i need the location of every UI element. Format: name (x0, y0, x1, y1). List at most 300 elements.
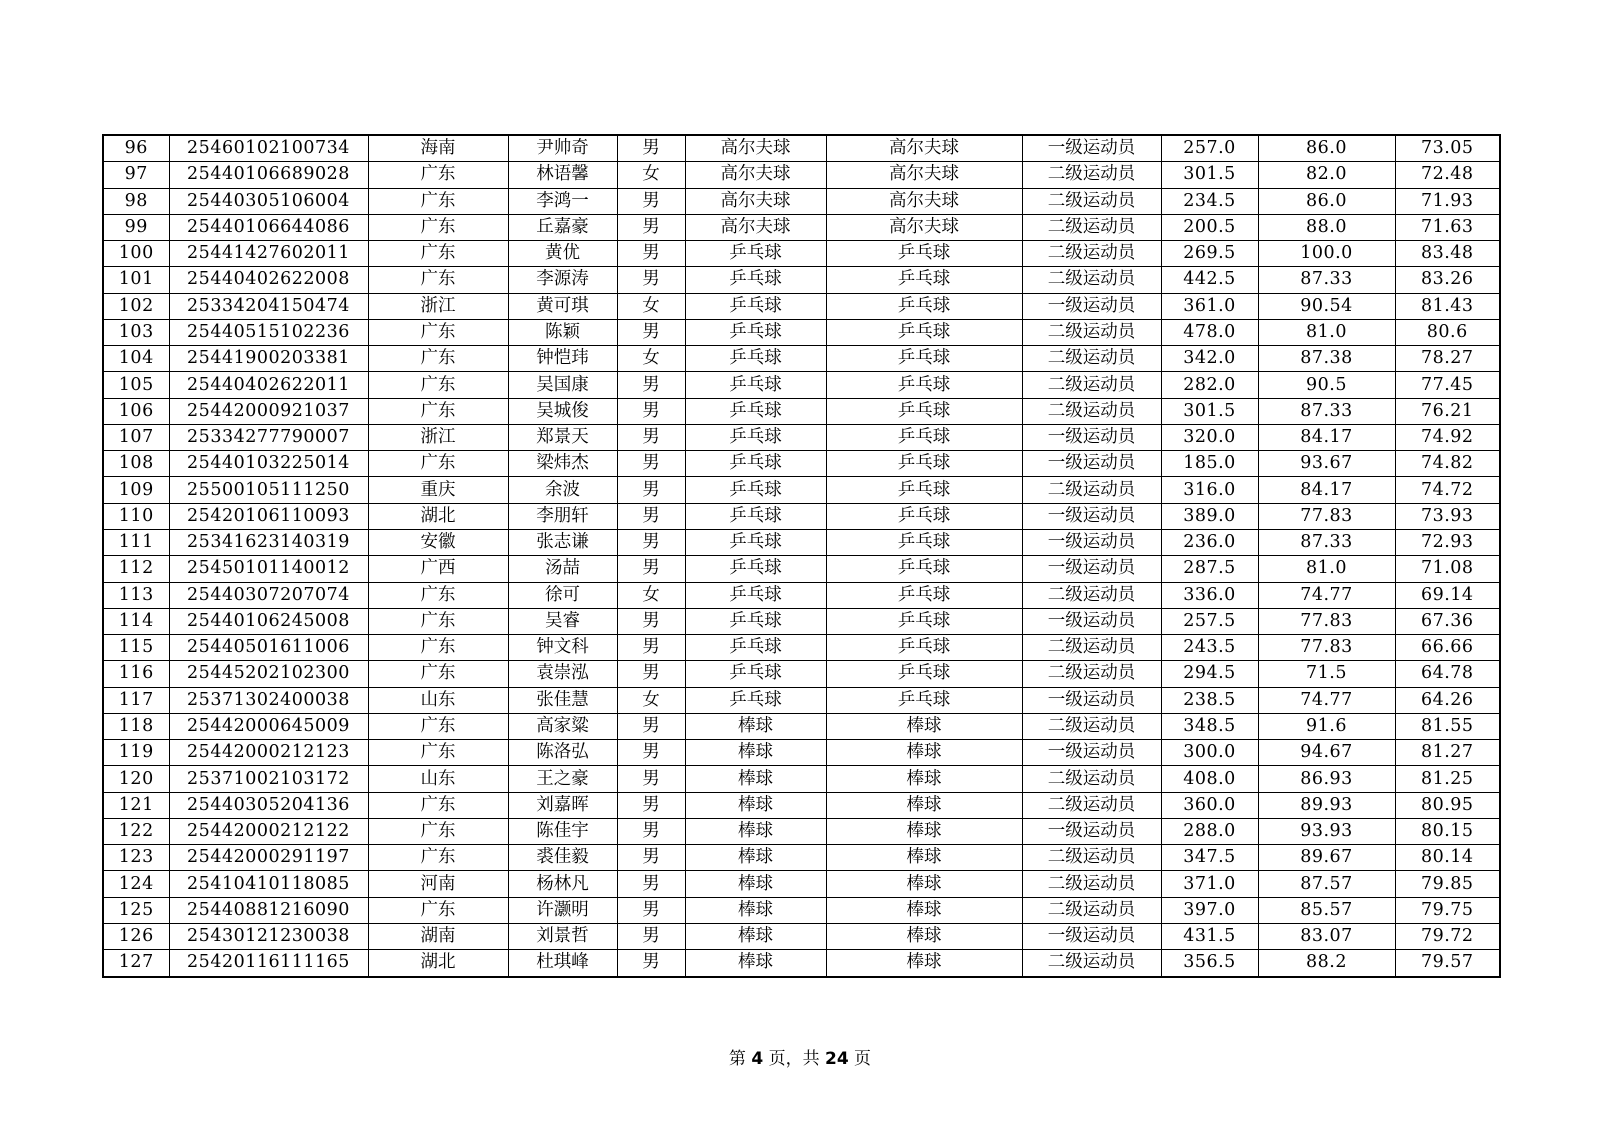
cell-sport: 棒球 (685, 818, 826, 844)
cell-event: 乒乓球 (826, 635, 1022, 661)
cell-gender: 男 (617, 451, 685, 477)
cell-name: 刘嘉晖 (508, 792, 617, 818)
cell-score-b: 100.0 (1258, 241, 1395, 267)
page-label-suffix: 页 (848, 1049, 872, 1069)
cell-event: 棒球 (826, 818, 1022, 844)
cell-exam-id: 25420116111165 (169, 950, 368, 977)
cell-total-score: 79.72 (1395, 923, 1500, 949)
cell-row-index: 104 (103, 346, 169, 372)
cell-gender: 男 (617, 792, 685, 818)
cell-score-a: 361.0 (1161, 293, 1258, 319)
cell-event: 高尔夫球 (826, 162, 1022, 188)
cell-score-a: 287.5 (1161, 556, 1258, 582)
cell-province: 广东 (368, 267, 508, 293)
cell-total-score: 69.14 (1395, 582, 1500, 608)
cell-score-a: 282.0 (1161, 372, 1258, 398)
page-label-prefix: 第 (728, 1049, 752, 1069)
cell-score-b: 93.67 (1258, 451, 1395, 477)
cell-name: 袁崇泓 (508, 661, 617, 687)
cell-score-b: 71.5 (1258, 661, 1395, 687)
cell-gender: 男 (617, 398, 685, 424)
cell-sport: 乒乓球 (685, 503, 826, 529)
cell-name: 黄优 (508, 241, 617, 267)
cell-event: 棒球 (826, 792, 1022, 818)
cell-gender: 男 (617, 740, 685, 766)
cell-name: 尹帅奇 (508, 135, 617, 162)
cell-athlete-level: 一级运动员 (1022, 818, 1161, 844)
cell-exam-id: 25440515102236 (169, 319, 368, 345)
cell-province: 广东 (368, 319, 508, 345)
cell-gender: 男 (617, 241, 685, 267)
table-row (103, 792, 1500, 818)
cell-score-a: 269.5 (1161, 241, 1258, 267)
cell-score-a: 320.0 (1161, 424, 1258, 450)
cell-score-b: 83.07 (1258, 923, 1395, 949)
cell-province: 山东 (368, 687, 508, 713)
cell-sport: 乒乓球 (685, 661, 826, 687)
cell-score-a: 300.0 (1161, 740, 1258, 766)
cell-athlete-level: 二级运动员 (1022, 346, 1161, 372)
cell-province: 山东 (368, 766, 508, 792)
table-row (103, 529, 1500, 555)
cell-name: 许灏明 (508, 897, 617, 923)
cell-row-index: 126 (103, 923, 169, 949)
cell-score-b: 77.83 (1258, 635, 1395, 661)
cell-row-index: 106 (103, 398, 169, 424)
cell-sport: 乒乓球 (685, 635, 826, 661)
cell-exam-id: 25442000921037 (169, 398, 368, 424)
cell-name: 徐可 (508, 582, 617, 608)
cell-row-index: 97 (103, 162, 169, 188)
cell-sport: 棒球 (685, 950, 826, 977)
cell-name: 陈洛弘 (508, 740, 617, 766)
cell-row-index: 122 (103, 818, 169, 844)
cell-province: 广东 (368, 897, 508, 923)
cell-gender: 女 (617, 687, 685, 713)
cell-score-a: 347.5 (1161, 845, 1258, 871)
cell-event: 棒球 (826, 766, 1022, 792)
cell-score-b: 81.0 (1258, 556, 1395, 582)
cell-row-index: 123 (103, 845, 169, 871)
cell-score-b: 86.0 (1258, 188, 1395, 214)
cell-event: 棒球 (826, 713, 1022, 739)
cell-score-b: 86.93 (1258, 766, 1395, 792)
cell-score-b: 87.33 (1258, 398, 1395, 424)
cell-score-a: 238.5 (1161, 687, 1258, 713)
cell-total-score: 73.05 (1395, 135, 1500, 162)
cell-total-score: 74.82 (1395, 451, 1500, 477)
cell-total-score: 81.25 (1395, 766, 1500, 792)
cell-event: 乒乓球 (826, 319, 1022, 345)
cell-score-b: 87.57 (1258, 871, 1395, 897)
cell-gender: 男 (617, 635, 685, 661)
cell-gender: 男 (617, 608, 685, 634)
table-row (103, 845, 1500, 871)
cell-exam-id: 25440402622008 (169, 267, 368, 293)
table-body (103, 135, 1500, 977)
cell-score-b: 74.77 (1258, 687, 1395, 713)
cell-province: 广东 (368, 582, 508, 608)
cell-province: 广东 (368, 818, 508, 844)
cell-sport: 乒乓球 (685, 529, 826, 555)
cell-event: 乒乓球 (826, 267, 1022, 293)
cell-score-a: 342.0 (1161, 346, 1258, 372)
table-row (103, 582, 1500, 608)
cell-athlete-level: 一级运动员 (1022, 687, 1161, 713)
table-row (103, 687, 1500, 713)
cell-total-score: 71.08 (1395, 556, 1500, 582)
cell-sport: 乒乓球 (685, 582, 826, 608)
cell-score-a: 236.0 (1161, 529, 1258, 555)
cell-event: 乒乓球 (826, 556, 1022, 582)
cell-athlete-level: 二级运动员 (1022, 398, 1161, 424)
cell-row-index: 113 (103, 582, 169, 608)
cell-sport: 乒乓球 (685, 556, 826, 582)
cell-province: 浙江 (368, 424, 508, 450)
cell-row-index: 102 (103, 293, 169, 319)
cell-exam-id: 25410410118085 (169, 871, 368, 897)
cell-exam-id: 25500105111250 (169, 477, 368, 503)
cell-gender: 女 (617, 346, 685, 372)
cell-sport: 棒球 (685, 740, 826, 766)
cell-sport: 乒乓球 (685, 372, 826, 398)
cell-gender: 男 (617, 818, 685, 844)
cell-row-index: 115 (103, 635, 169, 661)
cell-event: 棒球 (826, 871, 1022, 897)
cell-athlete-level: 一级运动员 (1022, 293, 1161, 319)
cell-row-index: 124 (103, 871, 169, 897)
cell-province: 广东 (368, 214, 508, 240)
table-row (103, 740, 1500, 766)
cell-total-score: 64.26 (1395, 687, 1500, 713)
cell-score-a: 200.5 (1161, 214, 1258, 240)
cell-gender: 男 (617, 845, 685, 871)
cell-exam-id: 25371302400038 (169, 687, 368, 713)
cell-athlete-level: 一级运动员 (1022, 529, 1161, 555)
cell-gender: 男 (617, 897, 685, 923)
table-row (103, 424, 1500, 450)
cell-score-b: 87.33 (1258, 267, 1395, 293)
cell-total-score: 67.36 (1395, 608, 1500, 634)
cell-score-b: 84.17 (1258, 477, 1395, 503)
cell-name: 李源涛 (508, 267, 617, 293)
cell-exam-id: 25440402622011 (169, 372, 368, 398)
cell-total-score: 66.66 (1395, 635, 1500, 661)
cell-sport: 乒乓球 (685, 241, 826, 267)
cell-sport: 乒乓球 (685, 687, 826, 713)
cell-name: 李鸿一 (508, 188, 617, 214)
cell-name: 钟恺玮 (508, 346, 617, 372)
cell-athlete-level: 二级运动员 (1022, 241, 1161, 267)
cell-row-index: 101 (103, 267, 169, 293)
cell-athlete-level: 二级运动员 (1022, 188, 1161, 214)
table-row (103, 372, 1500, 398)
cell-event: 高尔夫球 (826, 135, 1022, 162)
cell-event: 乒乓球 (826, 293, 1022, 319)
cell-total-score: 71.93 (1395, 188, 1500, 214)
cell-name: 裘佳毅 (508, 845, 617, 871)
cell-sport: 棒球 (685, 923, 826, 949)
cell-row-index: 100 (103, 241, 169, 267)
cell-gender: 女 (617, 162, 685, 188)
cell-gender: 男 (617, 424, 685, 450)
cell-score-a: 301.5 (1161, 162, 1258, 188)
cell-total-score: 76.21 (1395, 398, 1500, 424)
cell-event: 乒乓球 (826, 346, 1022, 372)
table-row (103, 923, 1500, 949)
cell-gender: 男 (617, 477, 685, 503)
cell-province: 湖北 (368, 950, 508, 977)
cell-athlete-level: 一级运动员 (1022, 923, 1161, 949)
cell-exam-id: 25341623140319 (169, 529, 368, 555)
cell-event: 棒球 (826, 897, 1022, 923)
cell-sport: 高尔夫球 (685, 162, 826, 188)
cell-event: 乒乓球 (826, 241, 1022, 267)
cell-event: 棒球 (826, 740, 1022, 766)
cell-event: 棒球 (826, 950, 1022, 977)
cell-sport: 棒球 (685, 766, 826, 792)
cell-sport: 乒乓球 (685, 477, 826, 503)
table-row (103, 451, 1500, 477)
cell-score-a: 257.0 (1161, 135, 1258, 162)
cell-exam-id: 25440305204136 (169, 792, 368, 818)
cell-province: 重庆 (368, 477, 508, 503)
cell-athlete-level: 一级运动员 (1022, 740, 1161, 766)
cell-exam-id: 25334204150474 (169, 293, 368, 319)
total-pages-number: 24 (824, 1049, 849, 1069)
cell-athlete-level: 一级运动员 (1022, 608, 1161, 634)
cell-athlete-level: 二级运动员 (1022, 792, 1161, 818)
cell-athlete-level: 二级运动员 (1022, 162, 1161, 188)
table-row (103, 162, 1500, 188)
cell-sport: 高尔夫球 (685, 135, 826, 162)
cell-total-score: 78.27 (1395, 346, 1500, 372)
cell-score-b: 82.0 (1258, 162, 1395, 188)
cell-sport: 高尔夫球 (685, 188, 826, 214)
cell-exam-id: 25441900203381 (169, 346, 368, 372)
cell-gender: 男 (617, 529, 685, 555)
cell-score-a: 356.5 (1161, 950, 1258, 977)
cell-event: 乒乓球 (826, 451, 1022, 477)
cell-athlete-level: 二级运动员 (1022, 950, 1161, 977)
cell-row-index: 114 (103, 608, 169, 634)
cell-row-index: 110 (103, 503, 169, 529)
cell-score-a: 294.5 (1161, 661, 1258, 687)
cell-gender: 男 (617, 713, 685, 739)
cell-name: 刘景哲 (508, 923, 617, 949)
cell-gender: 男 (617, 188, 685, 214)
cell-row-index: 118 (103, 713, 169, 739)
cell-score-a: 257.5 (1161, 608, 1258, 634)
cell-province: 湖南 (368, 923, 508, 949)
cell-athlete-level: 二级运动员 (1022, 897, 1161, 923)
cell-exam-id: 25445202102300 (169, 661, 368, 687)
cell-score-b: 81.0 (1258, 319, 1395, 345)
cell-exam-id: 25371002103172 (169, 766, 368, 792)
cell-athlete-level: 一级运动员 (1022, 556, 1161, 582)
cell-province: 广东 (368, 635, 508, 661)
cell-sport: 乒乓球 (685, 267, 826, 293)
cell-exam-id: 25442000212122 (169, 818, 368, 844)
cell-total-score: 74.92 (1395, 424, 1500, 450)
cell-total-score: 80.15 (1395, 818, 1500, 844)
cell-score-b: 84.17 (1258, 424, 1395, 450)
cell-exam-id: 25420106110093 (169, 503, 368, 529)
cell-score-b: 93.93 (1258, 818, 1395, 844)
cell-event: 乒乓球 (826, 398, 1022, 424)
cell-province: 广东 (368, 162, 508, 188)
cell-athlete-level: 二级运动员 (1022, 582, 1161, 608)
cell-total-score: 73.93 (1395, 503, 1500, 529)
cell-row-index: 107 (103, 424, 169, 450)
table-row (103, 241, 1500, 267)
cell-event: 棒球 (826, 845, 1022, 871)
cell-event: 乒乓球 (826, 529, 1022, 555)
cell-total-score: 81.27 (1395, 740, 1500, 766)
cell-event: 乒乓球 (826, 503, 1022, 529)
page-footer (0, 1044, 1600, 1069)
cell-athlete-level: 二级运动员 (1022, 871, 1161, 897)
table-row (103, 267, 1500, 293)
cell-exam-id: 25442000645009 (169, 713, 368, 739)
cell-name: 郑景天 (508, 424, 617, 450)
cell-score-b: 87.38 (1258, 346, 1395, 372)
cell-exam-id: 25442000291197 (169, 845, 368, 871)
cell-sport: 乒乓球 (685, 398, 826, 424)
table-row (103, 871, 1500, 897)
cell-score-b: 91.6 (1258, 713, 1395, 739)
cell-name: 丘嘉豪 (508, 214, 617, 240)
cell-total-score: 80.95 (1395, 792, 1500, 818)
cell-sport: 高尔夫球 (685, 214, 826, 240)
cell-score-a: 371.0 (1161, 871, 1258, 897)
table-row (103, 319, 1500, 345)
cell-row-index: 99 (103, 214, 169, 240)
cell-province: 广东 (368, 792, 508, 818)
cell-row-index: 108 (103, 451, 169, 477)
cell-gender: 男 (617, 661, 685, 687)
cell-total-score: 71.63 (1395, 214, 1500, 240)
cell-event: 乒乓球 (826, 608, 1022, 634)
cell-gender: 男 (617, 766, 685, 792)
cell-athlete-level: 二级运动员 (1022, 661, 1161, 687)
cell-exam-id: 25440106689028 (169, 162, 368, 188)
cell-score-b: 90.54 (1258, 293, 1395, 319)
cell-score-a: 185.0 (1161, 451, 1258, 477)
cell-name: 李朋轩 (508, 503, 617, 529)
table-row (103, 556, 1500, 582)
cell-exam-id: 25430121230038 (169, 923, 368, 949)
cell-name: 吴国康 (508, 372, 617, 398)
cell-score-b: 89.93 (1258, 792, 1395, 818)
cell-province: 广西 (368, 556, 508, 582)
cell-event: 高尔夫球 (826, 188, 1022, 214)
cell-province: 浙江 (368, 293, 508, 319)
cell-row-index: 127 (103, 950, 169, 977)
cell-total-score: 83.26 (1395, 267, 1500, 293)
cell-exam-id: 25441427602011 (169, 241, 368, 267)
cell-score-b: 88.2 (1258, 950, 1395, 977)
cell-score-a: 397.0 (1161, 897, 1258, 923)
cell-province: 广东 (368, 661, 508, 687)
cell-event: 乒乓球 (826, 477, 1022, 503)
cell-row-index: 98 (103, 188, 169, 214)
cell-gender: 男 (617, 319, 685, 345)
cell-athlete-level: 二级运动员 (1022, 267, 1161, 293)
cell-athlete-level: 一级运动员 (1022, 424, 1161, 450)
cell-province: 广东 (368, 713, 508, 739)
cell-event: 乒乓球 (826, 372, 1022, 398)
table-row (103, 818, 1500, 844)
cell-row-index: 112 (103, 556, 169, 582)
cell-score-a: 360.0 (1161, 792, 1258, 818)
cell-exam-id: 25450101140012 (169, 556, 368, 582)
cell-score-b: 90.5 (1258, 372, 1395, 398)
cell-name: 杜琪峰 (508, 950, 617, 977)
cell-gender: 男 (617, 135, 685, 162)
cell-event: 乒乓球 (826, 687, 1022, 713)
cell-province: 广东 (368, 372, 508, 398)
cell-name: 杨林凡 (508, 871, 617, 897)
cell-name: 林语馨 (508, 162, 617, 188)
cell-score-a: 336.0 (1161, 582, 1258, 608)
cell-gender: 女 (617, 582, 685, 608)
cell-sport: 棒球 (685, 792, 826, 818)
cell-score-a: 316.0 (1161, 477, 1258, 503)
table-row (103, 503, 1500, 529)
cell-score-a: 301.5 (1161, 398, 1258, 424)
cell-province: 广东 (368, 188, 508, 214)
cell-total-score: 74.72 (1395, 477, 1500, 503)
cell-name: 陈颖 (508, 319, 617, 345)
cell-total-score: 64.78 (1395, 661, 1500, 687)
page-label-middle: 页，共 (763, 1049, 825, 1069)
cell-total-score: 72.93 (1395, 529, 1500, 555)
table-row (103, 477, 1500, 503)
cell-score-a: 442.5 (1161, 267, 1258, 293)
cell-row-index: 96 (103, 135, 169, 162)
table-row (103, 398, 1500, 424)
cell-row-index: 105 (103, 372, 169, 398)
cell-sport: 乒乓球 (685, 451, 826, 477)
cell-gender: 男 (617, 214, 685, 240)
cell-name: 王之豪 (508, 766, 617, 792)
current-page-number: 4 (751, 1049, 764, 1069)
cell-total-score: 81.55 (1395, 713, 1500, 739)
table-row (103, 293, 1500, 319)
cell-athlete-level: 一级运动员 (1022, 135, 1161, 162)
cell-exam-id: 25440106245008 (169, 608, 368, 634)
cell-exam-id: 25440501611006 (169, 635, 368, 661)
cell-sport: 乒乓球 (685, 608, 826, 634)
cell-name: 张志谦 (508, 529, 617, 555)
cell-sport: 乒乓球 (685, 346, 826, 372)
cell-province: 海南 (368, 135, 508, 162)
cell-athlete-level: 二级运动员 (1022, 214, 1161, 240)
cell-province: 广东 (368, 398, 508, 424)
cell-total-score: 80.6 (1395, 319, 1500, 345)
table-row (103, 214, 1500, 240)
cell-total-score: 79.85 (1395, 871, 1500, 897)
cell-athlete-level: 二级运动员 (1022, 372, 1161, 398)
cell-total-score: 77.45 (1395, 372, 1500, 398)
cell-row-index: 125 (103, 897, 169, 923)
cell-province: 安徽 (368, 529, 508, 555)
cell-sport: 棒球 (685, 845, 826, 871)
cell-name: 梁炜杰 (508, 451, 617, 477)
cell-score-b: 86.0 (1258, 135, 1395, 162)
cell-total-score: 79.57 (1395, 950, 1500, 977)
